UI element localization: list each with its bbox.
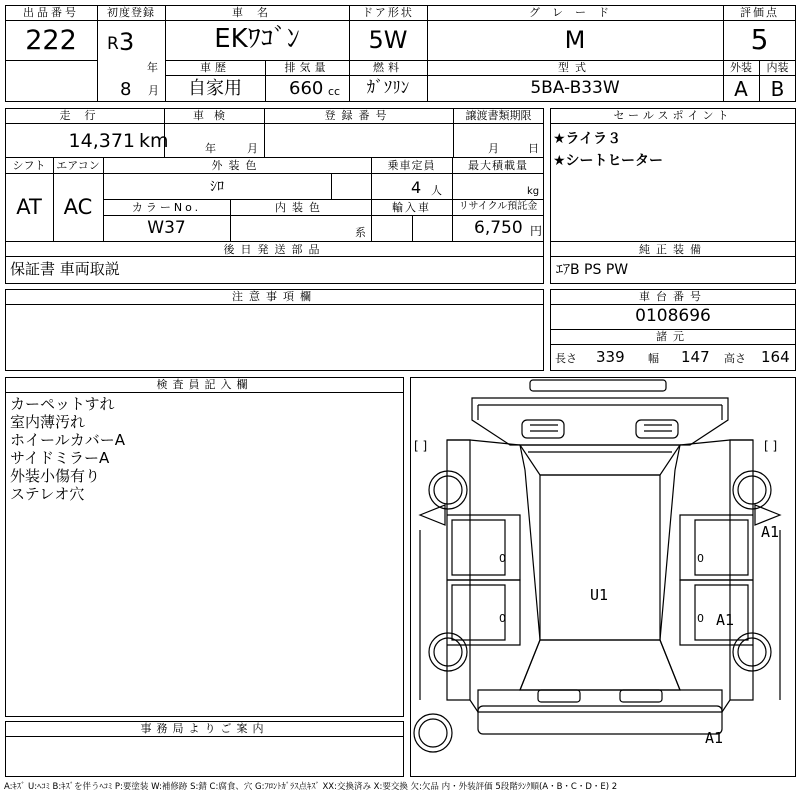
- damage-mark-right-front-fender: A1: [761, 523, 780, 541]
- after-parts-value: 保証書 車両取説: [10, 260, 120, 278]
- chassis-number-label: 車台番号: [639, 290, 707, 303]
- grade-label: グレード: [529, 6, 621, 19]
- damage-mark-right-rear-door: A1: [716, 611, 735, 629]
- exterior-color-value: ｼﾛ: [210, 179, 224, 195]
- capacity-value: 4: [411, 178, 422, 197]
- diagram-zero-mark: 0: [697, 612, 704, 625]
- door-type-value: 5W: [368, 26, 408, 54]
- recycle-label: リサイクル預託金: [458, 201, 538, 212]
- notes-label: 注意事項欄: [232, 290, 317, 303]
- interior-score-value: B: [770, 77, 785, 101]
- door-type-label: ドア形状: [362, 6, 414, 19]
- inspection-label: 車検: [193, 109, 235, 122]
- month-value: 8: [120, 79, 132, 100]
- lot-number-value: 222: [25, 25, 77, 56]
- month-unit: 月: [148, 84, 159, 97]
- recycle-fee-value: 6,750: [474, 218, 523, 238]
- grade-value: M: [564, 26, 586, 54]
- capacity-label: 乗車定員: [387, 159, 436, 172]
- plate-label: 登録番号: [324, 109, 393, 122]
- office-notice-label: 事務局よりご案内: [140, 722, 269, 735]
- sales-points-label: セールスポイント: [613, 109, 733, 122]
- height-value: 164: [761, 348, 790, 366]
- yen-unit: 円: [530, 224, 543, 238]
- shift-value: AT: [16, 195, 42, 219]
- first-registration-label: 初度登録: [107, 6, 155, 19]
- history-label: 車歴: [200, 61, 230, 74]
- width-label: 幅: [648, 352, 659, 365]
- inspection-year-unit: 年: [205, 142, 216, 155]
- car-name-value: EKﾜｺﾞﾝ: [214, 24, 300, 54]
- color-no-label: カラーNo.: [131, 201, 202, 214]
- displacement-value: 660: [289, 78, 324, 99]
- inspector-note: 室内薄汚れ: [10, 413, 86, 431]
- length-value: 339: [596, 348, 625, 366]
- color-no-value: W37: [147, 218, 186, 238]
- damage-mark-roof: U1: [590, 586, 609, 604]
- after-parts-label: 後日発送部品: [223, 243, 326, 256]
- diagram-zero-mark: 0: [499, 552, 506, 565]
- year-value: 3: [119, 28, 135, 56]
- aircon-label: エアコン: [56, 159, 100, 172]
- exterior-label: 外装: [730, 61, 752, 74]
- year-unit: 年: [147, 61, 158, 74]
- exterior-score-value: A: [734, 77, 748, 101]
- mileage-label: 走行: [59, 109, 110, 122]
- score-value: 5: [750, 23, 769, 56]
- transfer-day-unit: 日: [528, 142, 539, 155]
- aircon-value: AC: [63, 195, 93, 219]
- fuel-value: ｶﾞｿﾘﾝ: [366, 78, 410, 98]
- length-label: 長さ: [555, 352, 577, 365]
- lot-number-label: 出品番号: [23, 6, 79, 19]
- mileage-value: 14,371: [68, 130, 135, 152]
- color-suffix: 系: [355, 226, 366, 239]
- diagram-zero-mark: 0: [499, 612, 506, 625]
- score-label: 評価点: [740, 6, 779, 19]
- import-label: 輸入車: [392, 201, 431, 214]
- cc-unit: cc: [328, 85, 341, 98]
- specs-label: 諸元: [656, 330, 690, 343]
- diagram-zero-mark: 0: [697, 552, 704, 565]
- displacement-label: 排気量: [284, 61, 330, 74]
- genuine-equipment-label: 純正装備: [639, 243, 707, 256]
- shift-label: シフト: [12, 159, 46, 172]
- diagram-bracket-right: [ ]: [764, 439, 778, 453]
- era-value: R: [107, 34, 119, 54]
- history-value: 自家用: [188, 78, 242, 99]
- inspector-note: 外装小傷有り: [10, 467, 101, 485]
- sales-point-item: ★シートヒーター: [553, 153, 663, 169]
- transfer-month-unit: 月: [488, 142, 499, 155]
- fuel-label: 燃料: [373, 61, 403, 74]
- km-unit: km: [139, 130, 169, 152]
- damage-mark-rear-bumper: A1: [705, 729, 724, 747]
- width-value: 147: [681, 348, 710, 366]
- inspector-note: サイドミラーA: [10, 449, 110, 467]
- sales-point-item: ★ライラ３: [553, 131, 622, 147]
- interior-color-label: 内装色: [275, 201, 326, 214]
- car-name-label: 車名: [232, 6, 282, 19]
- inspector-note: ホイールカバーA: [10, 431, 125, 449]
- interior-label: 内装: [766, 61, 789, 74]
- exterior-color-label: 外装色: [211, 159, 263, 172]
- inspector-label: 検査員記入欄: [156, 378, 253, 391]
- inspector-note: カーペットすれ: [10, 395, 115, 413]
- kg-unit: kg: [527, 186, 540, 197]
- genuine-equipment-value: ｴｱB PS PW: [556, 262, 629, 278]
- model-code-value: 5BA-B33W: [530, 78, 620, 98]
- car-diagram-frame: [410, 377, 796, 777]
- person-unit: 人: [431, 184, 442, 197]
- height-label: 高さ: [724, 352, 746, 365]
- chassis-number-value: 0108696: [635, 306, 711, 326]
- inspector-note: ステレオ穴: [10, 485, 85, 503]
- diagram-bracket-left: [ ]: [414, 439, 428, 453]
- model-code-label: 型式: [558, 61, 592, 74]
- inspection-month-unit: 月: [247, 142, 258, 155]
- max-load-label: 最大積載量: [468, 159, 528, 172]
- transfer-deadline-label: 譲渡書類期限: [465, 109, 532, 122]
- legend-text: A:ｷｽﾞ U:ﾍｺﾐ B:ｷｽﾞを伴うﾍｺﾐ P:要塗装 W:補修跡 S:錆 C:腐食、穴 G:ﾌﾛﾝﾄｶﾞﾗｽ点ｷｽﾞ XX:交換済み X:要交換 欠:欠品 内・外装評価 5段階ﾗﾝｸ順(A・B・C・D・E) 2: [4, 782, 618, 792]
